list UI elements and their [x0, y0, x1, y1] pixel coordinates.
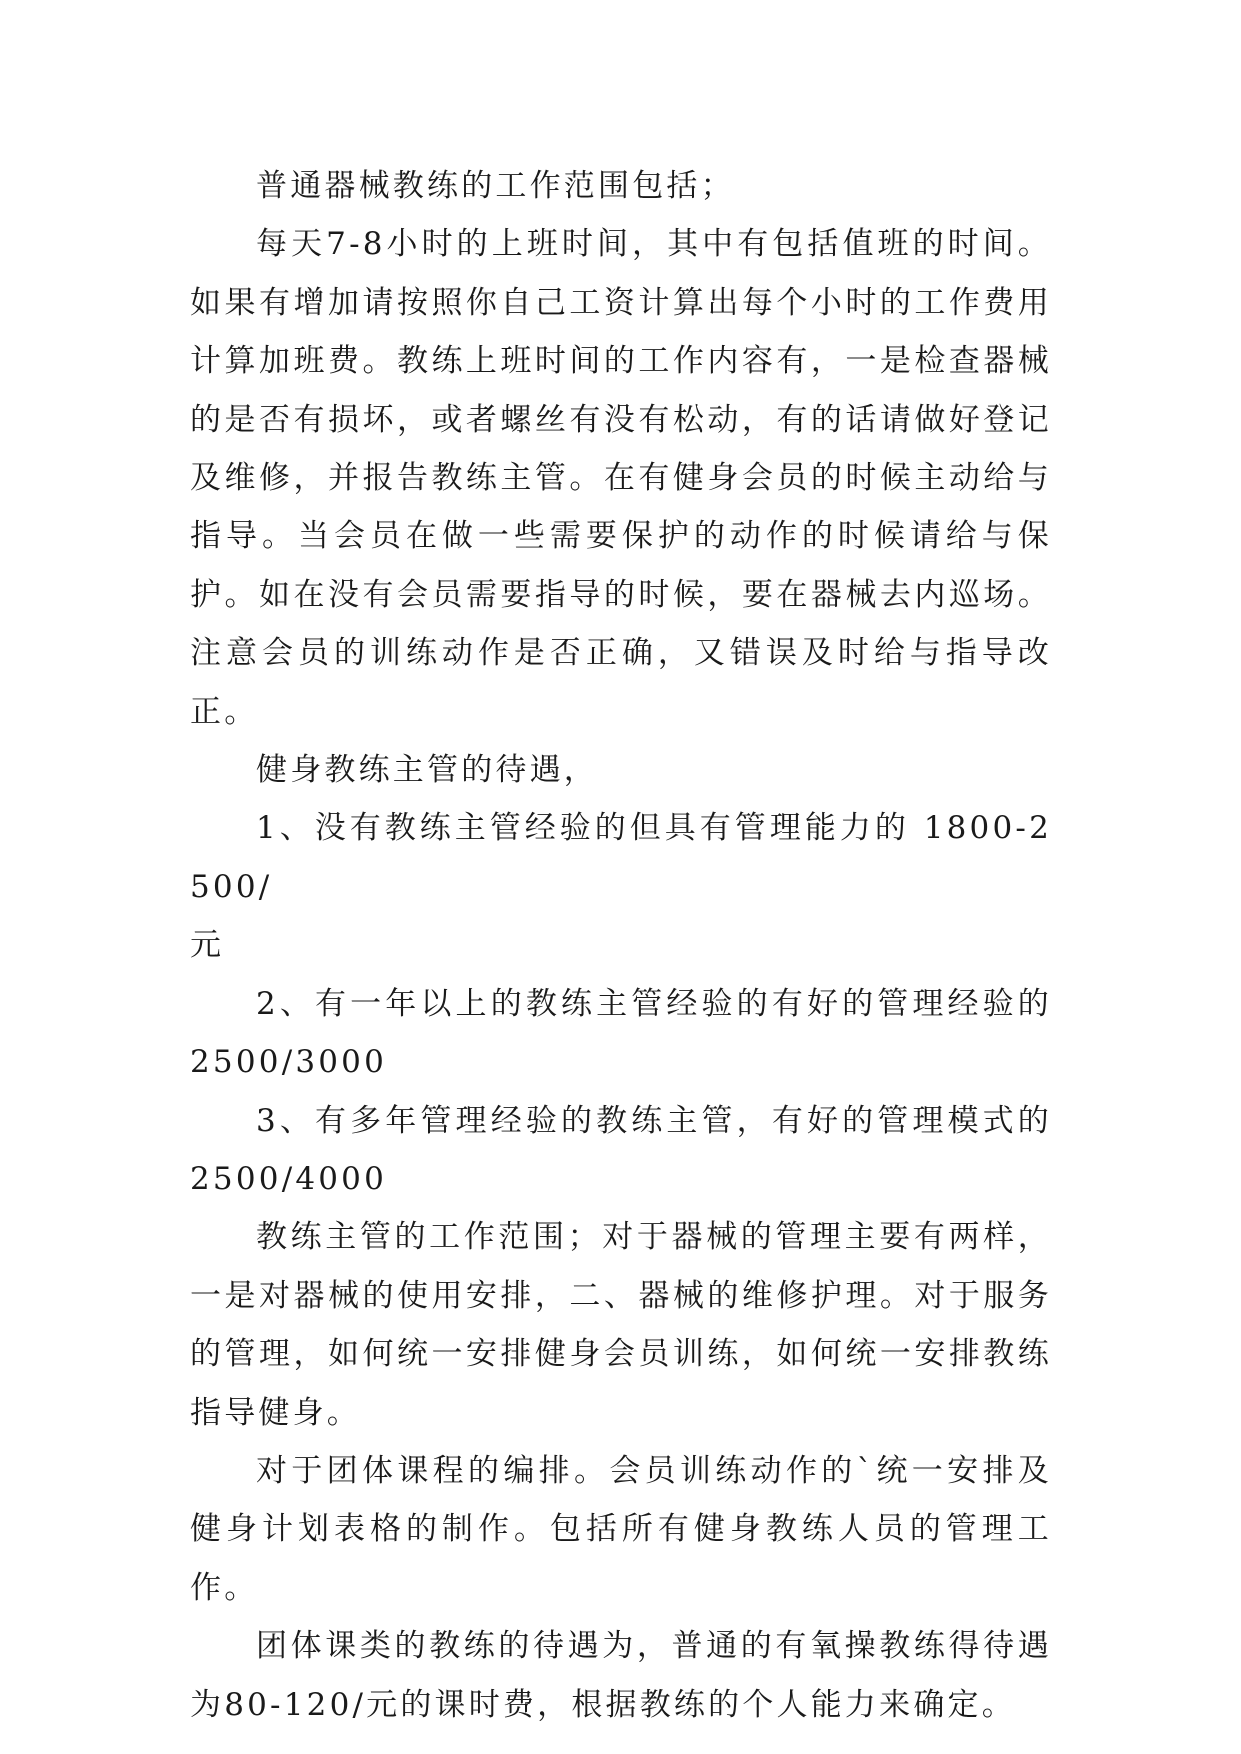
list-item-continuation: 元: [190, 927, 225, 964]
paragraph-supervisor-scope: 教练主管的工作范围；对于器械的管理主要有两样，一是对器械的使用安排，二、器械的维修护理。对于服务的管理，如何统一安排健身会员训练，如何统一安排教练指导健身。: [190, 1219, 1052, 1431]
paragraph-group-coach-pay: 团体课类的教练的待遇为，普通的有氧操教练得待遇为80-120/元的课时费，根据教练的个人能力来确定。: [190, 1628, 1052, 1723]
list-item-text: 3、有多年管理经验的教练主管，有好的管理模式的: [256, 1102, 1052, 1139]
list-item-continuation: 2500/4000: [190, 1160, 388, 1197]
document-body: [190, 157, 1052, 1734]
list-item-text: 2、有一年以上的教练主管经验的有好的管理经验的: [256, 985, 1052, 1022]
paragraph-group-courses: 对于团体课程的编排。会员训练动作的`统一安排及健身计划表格的制作。包括所有健身教练人员的管理工作。: [190, 1452, 1052, 1606]
paragraph-intro: 普通器械教练的工作范围包括；: [256, 168, 735, 204]
list-item-continuation: 2500/3000: [190, 1044, 388, 1081]
paragraph-supervisor-pay-heading: 健身教练主管的待遇，: [256, 752, 598, 789]
list-item-text: 1、没有教练主管经验的但具有管理能力的 1800-2500/: [190, 810, 1052, 905]
list-item-pay-1: [190, 799, 1052, 974]
paragraph-daily-duties: 每天7-8小时的上班时间，其中有包括值班的时间。如果有增加请按照你自己工资计算出每个小时的工作费用计算加班费。教练上班时间的工作内容有，一是检查器械的是否有损坏，或者螺丝有没有松动，有的话请做好登记及维修，并报告教练主管。在有健身会员的时候主动给与指导。当会员在做一些需要保护的动作的时候请给与保护。如在没有会员需要指导的时候，要在器械去内巡场。注意会员的训练动作是否正确，又错误及时给与指导改正。: [190, 226, 1052, 730]
list-item-pay-2: [190, 975, 1052, 1092]
list-item-pay-3: [190, 1092, 1052, 1209]
